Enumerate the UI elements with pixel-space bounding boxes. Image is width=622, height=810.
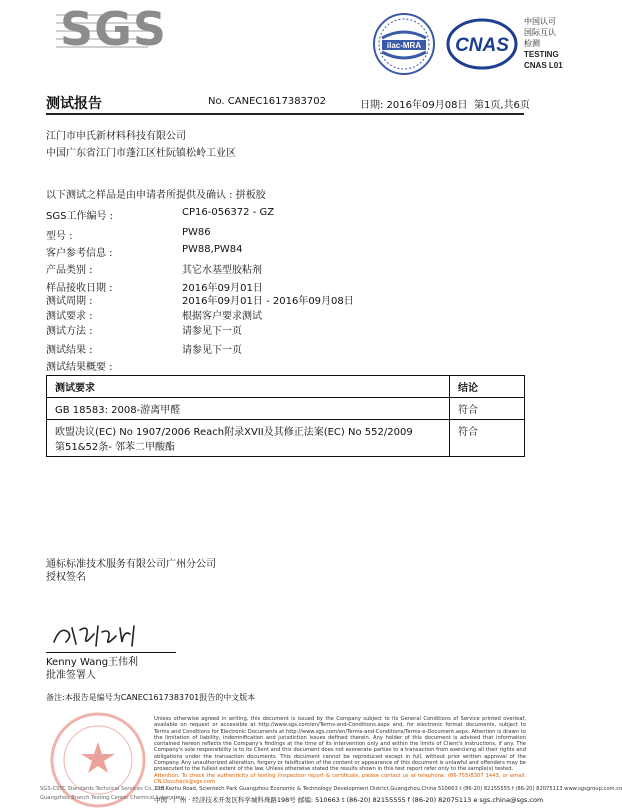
accreditation-text xyxy=(524,16,563,71)
requirement-cell xyxy=(47,420,450,457)
field-label: 产品类别 : xyxy=(46,265,93,276)
footer-lab-name: SGS-CSTC Standards Technical Services Co., Ltd. xyxy=(40,786,166,792)
accred-line: 国际互认 xyxy=(524,28,556,37)
authorized-signature-label: 授权签名 xyxy=(46,572,86,583)
footer-address-en: 198 Kezhu Road, Scientech Park Guangzhou Economic & Technology Development District,Guangzhou,China 510663 t (86-20) 82155555 f (86-20) 82075113 www.sgsgroup.com.cn xyxy=(154,786,622,792)
field-value: 2016年09月01日 - 2016年09月08日 xyxy=(182,296,354,307)
footer-lab-branch: Guangzhou Branch Testing Center Chemical Laboratory xyxy=(40,795,185,801)
result-cell: 符合 xyxy=(450,420,525,457)
field-label: 测试方法 : xyxy=(46,326,93,337)
field-value: CP16-056372 - GZ xyxy=(182,207,275,218)
accred-line: 中国认可 xyxy=(524,17,556,26)
signer-block xyxy=(46,656,138,682)
requirement-cell xyxy=(47,398,450,420)
applicant-name: 江门市申氏新材料科技有限公司 xyxy=(46,131,186,142)
field-label: 型号 : xyxy=(46,231,73,242)
field-value: PW88,PW84 xyxy=(182,244,243,255)
sgs-logo-text: SGS xyxy=(60,2,168,56)
requirement-line: 欧盟决议(EC) No 1907/2006 Reach附录XVII及其修正法案(EC) No 552/2009 xyxy=(55,427,413,438)
cnas-text: CNAS xyxy=(455,35,509,56)
table-row xyxy=(47,420,525,457)
table-row xyxy=(47,398,525,420)
signoff-block xyxy=(46,558,216,584)
footer-address-cn: 中国 · 广州 · 经济技术开发区科学城科珠路198号 邮编: 510663 t (86-20) 82155555 f (86-20) 82075113 e sgs.china@sgs.com xyxy=(154,796,544,804)
ilac-mra-logo xyxy=(372,12,436,76)
field-label: 测试结果 : xyxy=(46,345,93,356)
signature-line xyxy=(46,652,176,653)
field-value: 其它水基型胶粘剂 xyxy=(182,265,262,276)
ilac-text: ilac-MRA xyxy=(386,41,422,50)
field-label: SGS工作编号 : xyxy=(46,211,113,222)
field-value: 根据客户要求测试 xyxy=(182,311,262,322)
field-value: PW86 xyxy=(182,227,211,238)
result-cell: 符合 xyxy=(450,398,525,420)
accred-line: 检测 xyxy=(524,39,540,48)
authenticity-attention: Attention: To check the authenticity of testing /inspection report & certificate, please contact us at telephone: (86-755)8307 1443, or email: CN.Doccheck@sgs.com xyxy=(154,772,526,785)
accred-line: TESTING xyxy=(524,50,559,59)
accred-line: CNAS L01 xyxy=(524,61,563,70)
cnas-logo xyxy=(446,18,518,70)
remark-note: 备注:本报告是编号为CANEC1617383701报告的中文版本 xyxy=(46,693,256,702)
results-table xyxy=(46,375,525,457)
field-label: 测试周期 : xyxy=(46,296,93,307)
report-number: No. CANEC1617383702 xyxy=(208,96,327,107)
issuing-company: 通标标准技术服务有限公司广州分公司 xyxy=(46,559,216,570)
approver-label: 批准签署人 xyxy=(46,670,96,681)
field-label: 客户参考信息 : xyxy=(46,248,113,259)
table-header-row xyxy=(47,376,525,398)
requirement-line: GB 18583: 2008-游离甲醛 xyxy=(55,405,181,416)
requirement-line: 第51&52条- 邻苯二甲酸酯 xyxy=(55,442,176,453)
disclaimer-text: Unless otherwise agreed in writing, this document is issued by the Company subject to its General Conditions of Service printed overleaf, available on request or accessible at http://www.sgs.com/en/Terms-and-Conditions.aspx and, for electronic format documents, subject to Terms and Conditions for Electronic Documents at http://www.sgs.com/en/Terms-and-Conditions/Terms-e-Document.aspx. Attention is drawn to the limitation of liability, indemnification and jurisdiction issues defined therein. Any holder of this document is advised that information contained hereon reflects the Company's findings at the time of its intervention only and within the limits of Client's instructions, if any. The Company's sole responsibility is to its Client and this document does not exonerate parties to a transaction from exercising all their rights and obligations under the transaction documents. This document cannot be reproduced except in full, without prior written approval of the Company. Any unauthorized alteration, forgery or falsification of the content or appearance of this document is unlawful and offenders may be prosecuted to the fullest extent of the law. Unless otherwise stated the results shown in this test report refer only to the sample(s) tested. xyxy=(154,716,526,773)
applicant-address: 中国广东省江门市蓬江区杜阮镇松岭工业区 xyxy=(46,148,236,159)
footer-disclaimer xyxy=(154,716,526,785)
sgs-logo xyxy=(56,2,168,60)
signer-name: Kenny Wang王伟利 xyxy=(46,657,139,668)
field-value: 2016年09月01日 xyxy=(182,283,263,294)
page-indicator: 第1页,共6页 xyxy=(474,100,530,111)
header-divider xyxy=(46,113,524,115)
field-label: 测试要求 : xyxy=(46,311,93,322)
field-value: 请参见下一页 xyxy=(182,345,242,356)
header-requirement: 测试要求 xyxy=(47,376,450,398)
sample-intro: 以下测试之样品是由申请者所提供及确认 : 拼板胶 xyxy=(46,190,266,201)
header-conclusion: 结论 xyxy=(450,376,525,398)
field-value: 请参见下一页 xyxy=(182,326,242,337)
report-date: 日期: 2016年09月08日 xyxy=(360,100,468,111)
field-label: 样品接收日期 : xyxy=(46,283,113,294)
handwritten-signature xyxy=(50,620,160,650)
summary-label: 测试结果概要 : xyxy=(46,362,113,373)
report-title: 测试报告 xyxy=(46,96,102,112)
